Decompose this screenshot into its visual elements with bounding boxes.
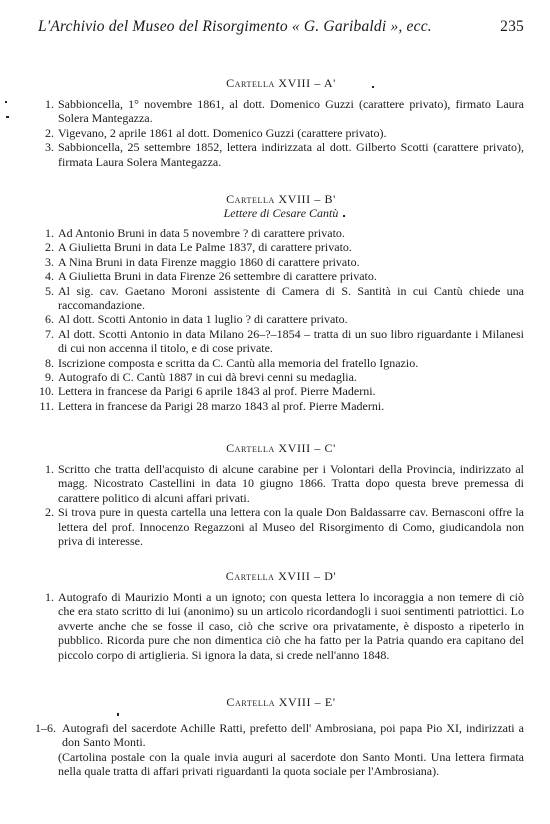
item-number: 9.: [45, 370, 54, 385]
item-number: 6.: [45, 312, 54, 327]
item-number: 5.: [45, 283, 54, 298]
print-speck: [117, 713, 119, 716]
item-number: 1–6.: [35, 721, 56, 735]
section-note-e: [38, 750, 524, 779]
item-number: 1.: [45, 226, 54, 240]
section-title: Cartella XVIII – C': [226, 441, 336, 455]
item-text: Al dott. Scotti Antonio in data Milano 26–?–1854 – tratta di un suo libro riguardante i Milanesi di cui non accenna il titolo, e di cose private.: [58, 326, 524, 356]
section-list-c: [38, 462, 524, 548]
list-item: [38, 462, 524, 505]
list-item: [38, 269, 524, 283]
section-list-b: [38, 226, 524, 413]
running-title: L'Archivio del Museo del Risorgimento « G. Garibaldi », ecc.: [38, 18, 432, 35]
section-heading-c: [38, 441, 524, 456]
section-title: Cartella XVIII – E': [226, 695, 336, 709]
section-title: Cartella XVIII – A': [226, 76, 336, 90]
item-text: Sabbioncella, 25 settembre 1852, lettera indirizzata al dott. Gilberto Scotti (carattere privato), firmata Laura Solera Mantegazza.: [58, 140, 524, 169]
item-text: Vigevano, 2 aprile 1861 al dott. Domenico Guzzi (carattere privato).: [58, 125, 387, 140]
section-heading-e: [38, 695, 524, 710]
item-text: Autografo di Maurizio Monti a un ignoto; con questa lettera lo incoraggia a non temere di ciò che era stato scritto di lui (anonimo) su un articolo ricordandogli i suoi sentimenti patriottici. Lo avverte anche che se fosse il caso, ciò che scrive ora privatamente, è disposto a ripeterlo in pubblico. Ricorda pure che non dimentica ciò che ha fatto per la Patria quando era capitano del piccolo corpo di artiglieria. Si ignora la data, si crede nell'anno 1848.: [58, 590, 524, 662]
item-number: 10.: [39, 384, 54, 399]
margin-mark: [6, 116, 9, 118]
item-number: 7.: [45, 326, 54, 341]
running-head: [38, 18, 524, 40]
item-number: 8.: [45, 355, 54, 370]
list-item: [38, 399, 524, 413]
section-heading-d: [38, 569, 524, 584]
item-text: Scritto che tratta dell'acquisto di alcune carabine per i Volontari della Provincia, indirizzato al magg. Nicostrato Castellini in data 10 giugno 1866. Tratta dopo questa breve premessa di carattere politico di alcuni affari privati.: [58, 462, 524, 505]
list-item: [38, 284, 524, 313]
item-text: Lettera in francese da Parigi 28 marzo 1843 al prof. Pierre Maderni.: [58, 398, 385, 413]
item-text: A Giulietta Bruni in data Le Palme 1837, di carattere privato.: [58, 240, 352, 255]
item-number: 2.: [45, 125, 54, 140]
section-heading-a: [38, 76, 524, 91]
item-number: 1.: [45, 462, 54, 476]
list-item: [38, 590, 524, 662]
item-text: Lettera in francese da Parigi 6 aprile 1843 al prof. Pierre Maderni.: [58, 384, 376, 399]
item-number: 3.: [45, 254, 54, 269]
list-item: [38, 126, 524, 140]
item-text: A Nina Bruni in data Firenze maggio 1860 di carattere privato.: [58, 254, 360, 269]
list-item: [38, 255, 524, 269]
item-number: 4.: [45, 269, 54, 284]
item-text: Autografi del sacerdote Achille Ratti, prefetto dell' Ambrosiana, poi papa Pio XI, indirizzati a don Santo Monti.: [62, 721, 524, 750]
section-list-e: [35, 721, 524, 750]
item-text: Sabbioncella, 1° novembre 1861, al dott. Domenico Guzzi (carattere privato), firmato Laura Solera Mantegazza.: [58, 97, 524, 126]
item-number: 11.: [39, 398, 54, 413]
section-list-d: [38, 590, 524, 662]
section-heading-b: [38, 192, 524, 207]
item-number: 2.: [45, 505, 54, 520]
list-item: [35, 721, 524, 750]
list-item: [38, 370, 524, 384]
section-subtitle-b: Lettere di Cesare Cantù: [223, 206, 339, 220]
item-number: 2.: [45, 240, 54, 255]
page-number: 235: [500, 18, 524, 35]
item-number: 3.: [45, 140, 54, 155]
list-item: [38, 97, 524, 126]
item-text: Al dott. Scotti Antonio in data 1 luglio ? di carattere privato.: [58, 312, 348, 327]
item-text: Autografo di C. Cantù 1887 in cui dà brevi cenni su medaglia.: [58, 370, 357, 385]
item-number: 1.: [45, 97, 54, 111]
list-item: [38, 312, 524, 326]
section-list-a: [38, 97, 524, 169]
item-number: 1.: [45, 590, 54, 604]
item-text: Si trova pure in questa cartella una lettera con la quale Don Baldassarre cav. Bernasconi offre la lettera del prof. Innocenzo Regazzoni al Museo del Risorgimento di Como, giudicandola non priva di interesse.: [58, 505, 524, 549]
item-text: Al sig. cav. Gaetano Moroni assistente di Camera di S. Santità in cui Cantù chiede una raccomandazione.: [58, 283, 524, 313]
list-item: [38, 384, 524, 398]
section-title: Cartella XVIII – B': [226, 192, 336, 206]
margin-mark: [5, 101, 7, 103]
note-text: (Cartolina postale con la quale invia auguri al sacerdote don Santo Monti. Una lettera firmata nella quale tratta di affari privati riguardanti la quota sociale per l'Ambrosiana).: [58, 750, 524, 779]
item-text: Iscrizione composta e scritta da C. Cantù alla memoria del fratello Ignazio.: [58, 355, 419, 370]
item-text: Ad Antonio Bruni in data 5 novembre ? di carattere privato.: [58, 226, 345, 240]
section-title: Cartella XVIII – D': [225, 569, 337, 583]
list-item: [38, 140, 524, 169]
list-item: [38, 226, 524, 240]
list-item: [38, 356, 524, 370]
list-item: [38, 240, 524, 254]
item-text: A Giulietta Bruni in data Firenze 26 settembre di carattere privato.: [58, 269, 377, 284]
list-item: [38, 505, 524, 548]
list-item: [38, 327, 524, 356]
